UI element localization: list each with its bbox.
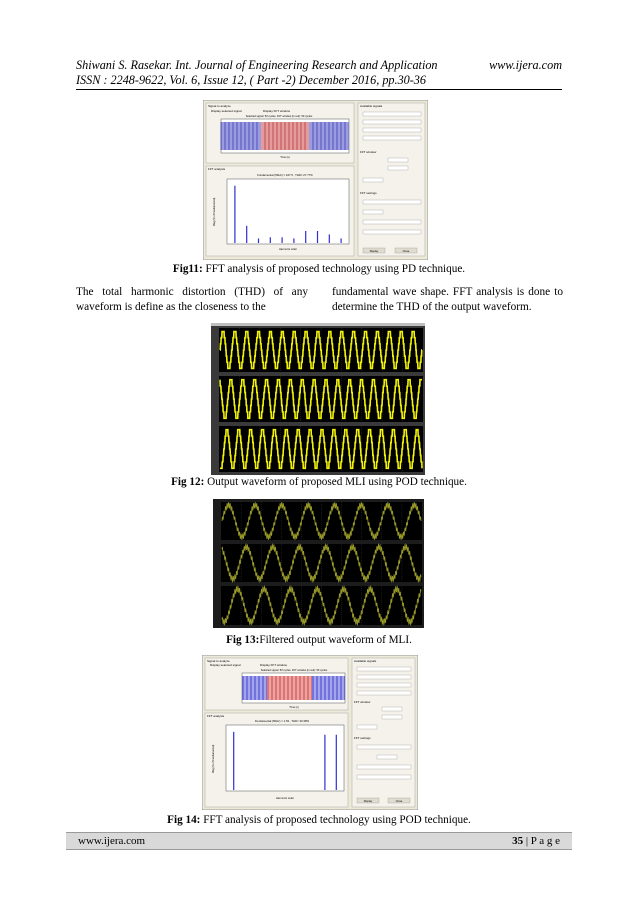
fig14-close-button: Close: [395, 799, 403, 803]
journal-issn: ISSN : 2248-9622, Vol. 6, Issue 12, ( Part -2) December 2016, pp.30-36: [76, 73, 426, 87]
footer-page: [512, 835, 560, 847]
fig14-display-button: Display: [363, 799, 373, 803]
fig12-text: Output waveform of proposed MLI using POD technique.: [204, 476, 467, 488]
fig13-text: Filtered output waveform of MLI.: [259, 634, 412, 646]
fig11-spectrum-bar: [282, 237, 283, 243]
fig13-image: [213, 499, 424, 628]
journal-url: www.ijera.com: [489, 58, 562, 72]
fig11-text: FFT analysis of proposed technology using PD technique.: [202, 263, 466, 275]
fig14-opt1: Display selected signal: [210, 663, 241, 667]
fig14-spectrum-bar: [336, 735, 337, 790]
fig14-panel-avail: Available signals: [354, 659, 377, 663]
footer-site: www.ijera.com: [78, 835, 146, 847]
fig14-spectrum-title: Fundamental (50Hz) = 1.53 , THD= 30.38%: [254, 719, 310, 723]
fig11-image: [203, 100, 428, 260]
fig14-image: [202, 655, 418, 810]
fig11-spectrum-bar: [270, 237, 271, 243]
fig11-panel-avail: Available signals: [360, 104, 383, 108]
fig11-spectrum-bar: [258, 238, 259, 243]
para-left-line1: The total harmonic distortion (THD) of any: [76, 286, 308, 298]
fig14-ylabel: Mag (% of Fundamental): [212, 744, 215, 774]
fig11-opt1: Display selected signal: [211, 109, 242, 113]
fig11-opt2: Display FFT window: [263, 109, 290, 113]
fig11-spectrum-bar: [305, 231, 306, 243]
fig14-panel-settings: FFT settings: [354, 736, 371, 740]
fig13-scope-panel: [221, 586, 422, 625]
para-right-line1: fundamental wave shape. FFT analysis is done to: [332, 286, 563, 298]
fig14-spectrum-bar: [233, 732, 234, 790]
fig11-xlabel: Time (s): [280, 156, 290, 159]
fig14-xlabel: Time (s): [289, 706, 299, 709]
fig11-spectrum-title: Fundamental (50Hz) = 447.5 , THD= 27.77%: [257, 173, 313, 177]
header-rule: [76, 89, 562, 90]
fig14-time-signal: [242, 676, 345, 700]
fig12-caption: [0, 476, 638, 488]
fig14-opt2: Display FFT window: [260, 663, 287, 667]
fig11-ylabel: Mag (% of Fundamental): [213, 197, 216, 227]
fig11-plot-title: Selected signal: 50 cycles. FFT window (in red): 50 cycles: [245, 115, 313, 118]
fig11-spectrum-bar: [341, 238, 342, 243]
body-paragraph-left: [76, 285, 308, 314]
fig12-image: [211, 323, 425, 475]
page-word: | P a g e: [525, 835, 560, 847]
para-right-line2: determine the THD of the output waveform.: [332, 300, 532, 313]
body-paragraph-right: [332, 285, 563, 314]
fig11-display-button: Display: [369, 249, 379, 253]
fig11-spectrum-bar: [234, 186, 235, 243]
fig11-spectrum-bar: [293, 238, 294, 243]
fig11-close-button: Close: [402, 249, 410, 253]
fig11-signal-title: Signal to analyze: [208, 104, 231, 108]
journal-title: Shiwani S. Rasekar. Int. Journal of Engineering Research and Application: [76, 58, 438, 72]
fig14-label: Fig 14:: [167, 814, 201, 826]
fig14-signal-title: Signal to analyze: [207, 659, 230, 663]
fig11-spectrum-bar: [317, 231, 318, 243]
fig14-spectrum-bar: [324, 735, 325, 790]
fig11-caption: [0, 263, 638, 275]
fig14-fft-title: FFT analysis: [207, 714, 225, 718]
fig11-hlabel: Harmonic order: [279, 248, 297, 251]
fig11-panel-fft: FFT window: [360, 150, 377, 154]
fig12-label: Fig 12:: [171, 476, 205, 488]
fig13-caption: [0, 634, 638, 646]
page-header: [76, 58, 562, 88]
fig14-text: FFT analysis of proposed technology using POD technique.: [200, 814, 471, 826]
fig14-plot-title: Selected signal: 50 cycles. FFT window (in red): 50 cycles: [260, 669, 328, 672]
fig11-panel-settings: FFT settings: [360, 191, 377, 195]
page-number: 35: [512, 835, 524, 847]
fig14-caption: [0, 814, 638, 826]
fig14-panel-fft: FFT window: [354, 700, 371, 704]
fig14-hlabel: Harmonic order: [276, 797, 294, 800]
fig11-spectrum-bar: [246, 226, 247, 243]
page-footer: [66, 832, 572, 850]
fig11-label: Fig11:: [172, 263, 203, 275]
fig11-fft-title: FFT analysis: [208, 167, 226, 171]
fig11-time-signal: [221, 122, 349, 150]
fig13-label: Fig 13:: [226, 634, 260, 646]
fig11-spectrum-bar: [329, 234, 330, 243]
para-left-line2: waveform is define as the closeness to the: [76, 300, 266, 313]
